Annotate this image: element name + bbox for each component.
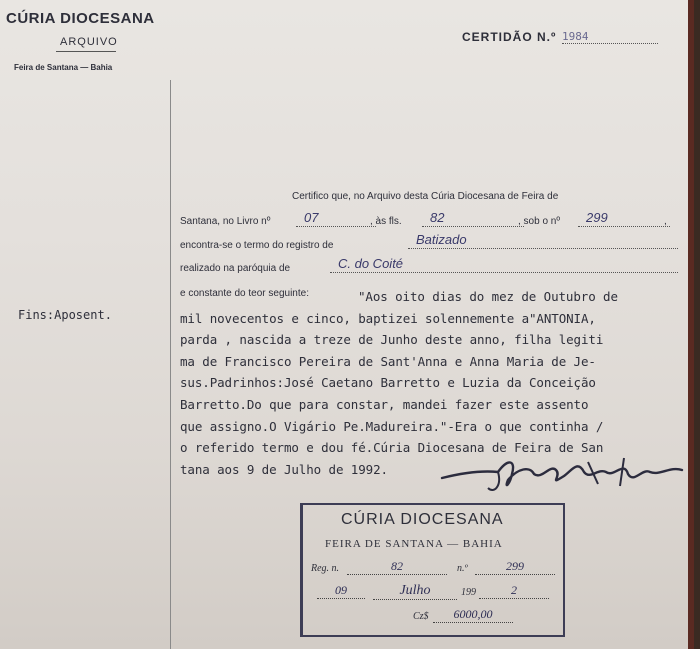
stamp-n-value: 299 (475, 559, 555, 575)
form-santana-label: Santana, no Livro nº (180, 216, 271, 227)
fls-label: , às fls. (370, 216, 402, 227)
body-line: "Aos oito dias do mez de Outubro de (358, 289, 618, 304)
body-line: tana aos 9 de Julho de 1992. (180, 461, 388, 477)
signature (438, 450, 688, 495)
constante-label: e constante do teor seguinte: (180, 288, 309, 299)
body-line: que assigno.O Vigário Pe.Madureira."-Era o que continha / (180, 418, 604, 434)
stamp-month: Julho (373, 583, 457, 600)
form-line-1: Certifico que, no Arquivo desta Cúria Diocesana de Feira de (292, 191, 559, 202)
registro-value: Batizado (408, 232, 678, 249)
numero-value: 299 (578, 210, 670, 227)
body-line: ma de Francisco Pereira de Sant'Anna e Anna Maria de Je- (180, 353, 596, 369)
body-line: mil novecentos e cinco, baptizei solennemente a"ANTONIA, (180, 310, 596, 326)
stamp-n-label: n.º (457, 563, 468, 574)
paroquia-value: C. do Coité (330, 256, 678, 273)
stamp-year-suffix: 2 (479, 583, 549, 599)
body-line: parda , nascida a treze de Junho deste anno, filha legiti (180, 332, 604, 348)
stamp-reg-value: 82 (347, 559, 447, 575)
header-subtitle: ARQUIVO (60, 36, 118, 48)
stamp-reg-label: Reg. n. (311, 563, 340, 574)
body-line: sus.Padrinhos:José Caetano Barretto e Luzia da Conceição (180, 375, 596, 391)
stamp-cz-value: 6000,00 (433, 607, 513, 623)
certidao-number: 1984 (562, 30, 658, 44)
margin-note: Fins:Aposent. (18, 308, 112, 322)
fls-value: 82 (422, 210, 524, 227)
realizado-label: realizado na paróquia de (180, 263, 291, 274)
certidao-label: CERTIDÃO N.º (462, 30, 557, 44)
encontra-label: encontra-se o termo do registro de (180, 240, 334, 251)
stamp-title: CÚRIA DIOCESANA (341, 511, 504, 528)
stamp-day: 09 (317, 583, 365, 599)
stamp-year-prefix: 199 (461, 587, 476, 598)
numero-comma: , (664, 216, 667, 227)
numero-label: , sob o nº (518, 216, 561, 227)
diocese-stamp (300, 503, 565, 637)
header-divider (56, 51, 116, 52)
stamp-city: FEIRA DE SANTANA — BAHIA (325, 538, 503, 550)
body-line: Barretto.Do que para constar, mandei fazer este assento (180, 396, 589, 412)
header-title: CÚRIA DIOCESANA (6, 10, 155, 27)
stamp-cz-label: Cz$ (413, 611, 429, 622)
livro-value: 07 (296, 210, 376, 227)
body-line: o referido termo e dou fé.Cúria Diocesana de Feira de San (180, 440, 604, 456)
header-city: Feira de Santana — Bahia (14, 63, 113, 72)
